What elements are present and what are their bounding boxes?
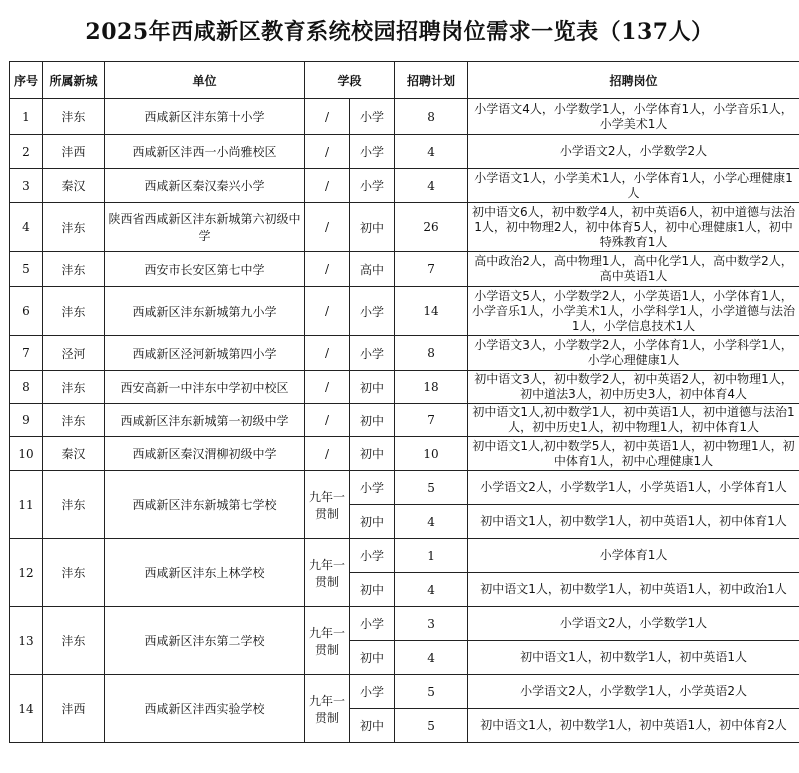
posts-cell: 初中语文1人,初中数学5人，初中英语1人，初中物理1人，初中体育1人，初中心理健康1人 <box>468 437 799 471</box>
unit-cell: 西咸新区沣东新城第七学校 <box>105 471 305 539</box>
plan-cell: 18 <box>395 371 468 404</box>
page-title: 2025年西咸新区教育系统校园招聘岗位需求一览表（137人） <box>85 19 714 45</box>
posts-cell: 初中语文3人，初中数学2人，初中英语2人，初中物理1人，初中道法3人，初中历史3人，初中体育4人 <box>468 371 799 404</box>
posts-cell: 高中政治2人，高中物理1人，高中化学1人，高中数学2人，高中英语1人 <box>468 252 799 287</box>
city-cell: 沣东 <box>43 371 105 404</box>
header-posts: 招聘岗位 <box>468 62 799 99</box>
posts-cell: 小学语文1人，小学美术1人，小学体育1人，小学心理健康1人 <box>468 169 799 203</box>
plan-cell: 4 <box>395 641 468 675</box>
header-stage: 学段 <box>305 62 395 99</box>
school-type-cell: 九年一贯制 <box>305 675 350 743</box>
level-cell: 小学 <box>350 471 395 505</box>
posts-cell: 初中语文6人，初中数学4人，初中英语6人，初中道德与法治1人，初中物理2人，初中体育5人，初中心理健康1人，初中特殊教育1人 <box>468 203 799 252</box>
posts-cell: 小学语文5人，小学数学2人，小学英语1人，小学体育1人，小学音乐1人，小学美术1人，小学科学1人，小学道德与法治1人，小学信息技术1人 <box>468 287 799 336</box>
city-cell: 沣东 <box>43 607 105 675</box>
level-cell: 小学 <box>350 287 395 336</box>
table-row <box>10 169 799 203</box>
city-cell: 秦汉 <box>43 437 105 471</box>
unit-cell: 西安高新一中沣东中学初中校区 <box>105 371 305 404</box>
level-cell: 小学 <box>350 99 395 135</box>
seq-cell: 9 <box>10 404 43 437</box>
header-seq: 序号 <box>10 62 43 99</box>
seq-cell: 6 <box>10 287 43 336</box>
table-row <box>10 607 799 641</box>
plan-cell: 10 <box>395 437 468 471</box>
table-row <box>10 437 799 471</box>
school-type-cell: / <box>305 203 350 252</box>
unit-cell: 西咸新区沣东第十小学 <box>105 99 305 135</box>
city-cell: 沣东 <box>43 99 105 135</box>
level-cell: 初中 <box>350 505 395 539</box>
header-unit: 单位 <box>105 62 305 99</box>
posts-cell: 小学语文2人，小学数学1人，小学英语2人 <box>468 675 799 709</box>
city-cell: 泾河 <box>43 336 105 371</box>
level-cell: 小学 <box>350 539 395 573</box>
seq-cell: 5 <box>10 252 43 287</box>
school-type-cell: / <box>305 336 350 371</box>
city-cell: 沣东 <box>43 404 105 437</box>
school-type-cell: / <box>305 287 350 336</box>
plan-cell: 7 <box>395 252 468 287</box>
city-cell: 沣东 <box>43 252 105 287</box>
city-cell: 沣东 <box>43 287 105 336</box>
unit-cell: 西咸新区秦汉秦兴小学 <box>105 169 305 203</box>
posts-cell: 小学语文2人，小学数学1人 <box>468 607 799 641</box>
table-row <box>10 135 799 169</box>
city-cell: 沣东 <box>43 539 105 607</box>
school-type-cell: / <box>305 404 350 437</box>
level-cell: 高中 <box>350 252 395 287</box>
school-type-cell: / <box>305 99 350 135</box>
school-type-cell: 九年一贯制 <box>305 607 350 675</box>
table-row <box>10 371 799 404</box>
unit-cell: 西安市长安区第七中学 <box>105 252 305 287</box>
unit-cell: 西咸新区沣东上林学校 <box>105 539 305 607</box>
unit-cell: 西咸新区沣东新城第九小学 <box>105 287 305 336</box>
header-city: 所属新城 <box>43 62 105 99</box>
plan-cell: 1 <box>395 539 468 573</box>
level-cell: 初中 <box>350 709 395 743</box>
level-cell: 初中 <box>350 573 395 607</box>
level-cell: 初中 <box>350 437 395 471</box>
posts-cell: 小学体育1人 <box>468 539 799 573</box>
table-row <box>10 287 799 336</box>
level-cell: 初中 <box>350 371 395 404</box>
plan-cell: 5 <box>395 709 468 743</box>
plan-cell: 5 <box>395 675 468 709</box>
posts-cell: 初中语文1人，初中数学1人，初中英语1人，初中体育2人 <box>468 709 799 743</box>
unit-cell: 陕西省西咸新区沣东新城第六初级中学 <box>105 203 305 252</box>
plan-cell: 4 <box>395 573 468 607</box>
seq-cell: 11 <box>10 471 43 539</box>
school-type-cell: 九年一贯制 <box>305 471 350 539</box>
table-row <box>10 675 799 709</box>
seq-cell: 12 <box>10 539 43 607</box>
posts-cell: 初中语文1人，初中数学1人，初中英语1人，初中体育1人 <box>468 505 799 539</box>
seq-cell: 10 <box>10 437 43 471</box>
seq-cell: 2 <box>10 135 43 169</box>
school-type-cell: / <box>305 252 350 287</box>
seq-cell: 8 <box>10 371 43 404</box>
level-cell: 初中 <box>350 641 395 675</box>
table-row <box>10 404 799 437</box>
plan-cell: 8 <box>395 99 468 135</box>
plan-cell: 7 <box>395 404 468 437</box>
plan-cell: 4 <box>395 169 468 203</box>
seq-cell: 7 <box>10 336 43 371</box>
city-cell: 沣西 <box>43 675 105 743</box>
school-type-cell: / <box>305 371 350 404</box>
header-row <box>10 62 799 99</box>
seq-cell: 14 <box>10 675 43 743</box>
unit-cell: 西咸新区沣西一小尚雅校区 <box>105 135 305 169</box>
school-type-cell: / <box>305 169 350 203</box>
plan-cell: 5 <box>395 471 468 505</box>
table-row <box>10 336 799 371</box>
unit-cell: 西咸新区泾河新城第四小学 <box>105 336 305 371</box>
seq-cell: 1 <box>10 99 43 135</box>
unit-cell: 西咸新区秦汉渭柳初级中学 <box>105 437 305 471</box>
posts-cell: 小学语文3人，小学数学2人，小学体育1人，小学科学1人，小学心理健康1人 <box>468 336 799 371</box>
table-row <box>10 471 799 505</box>
posts-cell: 小学语文2人，小学数学2人 <box>468 135 799 169</box>
posts-cell: 初中语文1人,初中数学1人，初中英语1人，初中道德与法治1人，初中历史1人，初中物理1人，初中体育1人 <box>468 404 799 437</box>
table-row <box>10 252 799 287</box>
school-type-cell: / <box>305 437 350 471</box>
table-row <box>10 99 799 135</box>
level-cell: 小学 <box>350 675 395 709</box>
city-cell: 沣东 <box>43 471 105 539</box>
plan-cell: 8 <box>395 336 468 371</box>
school-type-cell: / <box>305 135 350 169</box>
unit-cell: 西咸新区沣西实验学校 <box>105 675 305 743</box>
city-cell: 秦汉 <box>43 169 105 203</box>
posts-cell: 初中语文1人，初中数学1人，初中英语1人 <box>468 641 799 675</box>
unit-cell: 西咸新区沣东第二学校 <box>105 607 305 675</box>
seq-cell: 13 <box>10 607 43 675</box>
recruitment-table <box>9 61 799 743</box>
table-row <box>10 203 799 252</box>
posts-cell: 小学语文2人，小学数学1人，小学英语1人，小学体育1人 <box>468 471 799 505</box>
plan-cell: 26 <box>395 203 468 252</box>
level-cell: 小学 <box>350 169 395 203</box>
header-plan: 招聘计划 <box>395 62 468 99</box>
plan-cell: 3 <box>395 607 468 641</box>
plan-cell: 4 <box>395 135 468 169</box>
table-row <box>10 539 799 573</box>
level-cell: 小学 <box>350 135 395 169</box>
city-cell: 沣东 <box>43 203 105 252</box>
posts-cell: 初中语文1人，初中数学1人，初中英语1人，初中政治1人 <box>468 573 799 607</box>
plan-cell: 4 <box>395 505 468 539</box>
plan-cell: 14 <box>395 287 468 336</box>
level-cell: 初中 <box>350 203 395 252</box>
seq-cell: 4 <box>10 203 43 252</box>
level-cell: 初中 <box>350 404 395 437</box>
level-cell: 小学 <box>350 336 395 371</box>
posts-cell: 小学语文4人，小学数学1人，小学体育1人，小学音乐1人，小学美术1人 <box>468 99 799 135</box>
unit-cell: 西咸新区沣东新城第一初级中学 <box>105 404 305 437</box>
school-type-cell: 九年一贯制 <box>305 539 350 607</box>
seq-cell: 3 <box>10 169 43 203</box>
level-cell: 小学 <box>350 607 395 641</box>
city-cell: 沣西 <box>43 135 105 169</box>
